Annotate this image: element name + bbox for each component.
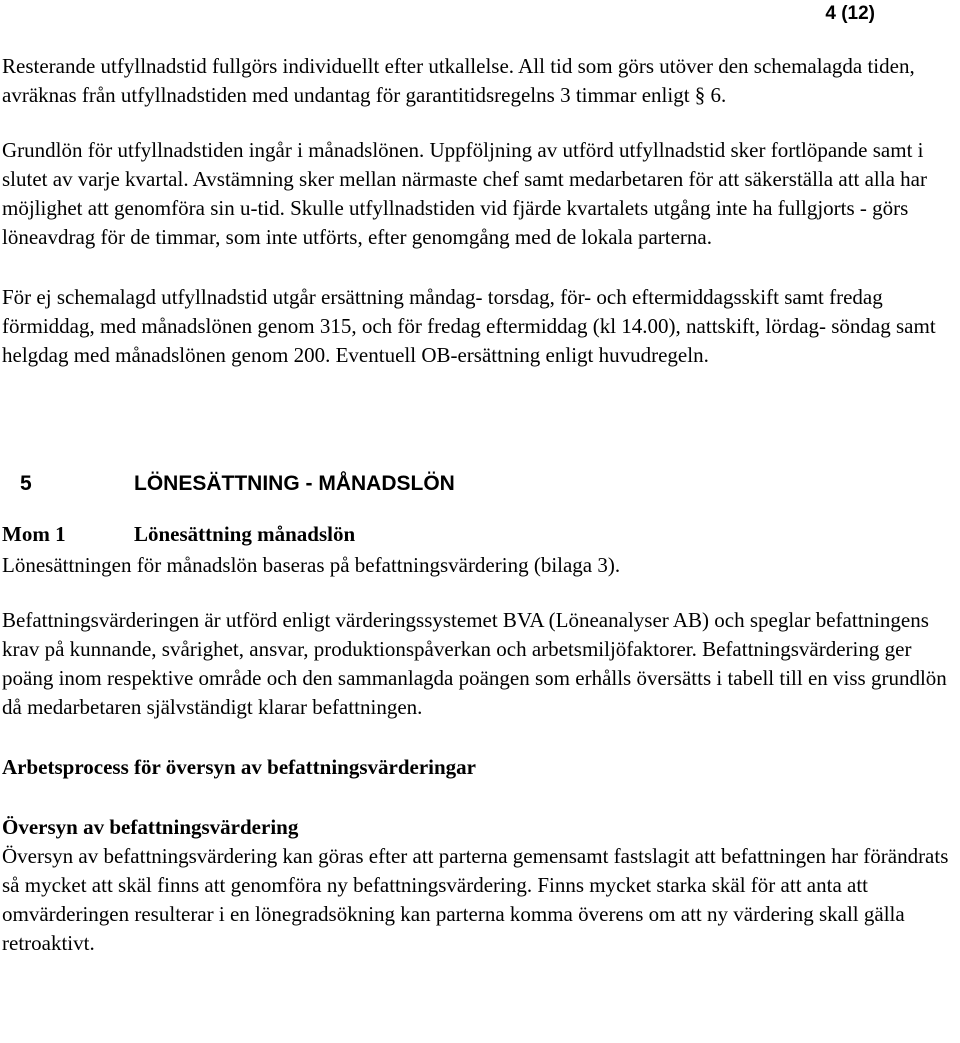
mom-title: Lönesättning månadslön [134, 522, 356, 546]
heading-arbetsprocess: Arbetsprocess för översyn av befattningsvärderingar [2, 755, 477, 779]
paragraph-oversyn: Översyn av befattningsvärdering kan göras efter att parterna gemensamt fastslagit att befattningen har förändrats så mycket att skäl finns att genomföra ny befattningsvärdering. Finns mycket starka skäl för att anta att omvärderingen resulterar i en lönegradsökning kan parterna komma överens om att ny värdering skall gälla retroaktivt. [2, 844, 949, 955]
mom-label: Mom 1 [2, 522, 66, 546]
mom-heading [2, 517, 957, 551]
page-number: 4 (12) [825, 3, 875, 24]
paragraph-utfyllnadstid: Resterande utfyllnadstid fullgörs individuellt efter utkallelse. All tid som görs utöver den schemalagda tiden, avräknas från utfyllnadstiden med undantag för garantitidsregelns 3 timmar enligt § 6. [2, 54, 915, 107]
paragraph-lonesattning: Lönesättningen för månadslön baseras på befattningsvärdering (bilaga 3). [2, 553, 621, 577]
section-heading [2, 466, 957, 502]
heading-oversyn: Översyn av befattningsvärdering [2, 815, 299, 839]
paragraph-ersattning: För ej schemalagd utfyllnadstid utgår ersättning måndag- torsdag, för- och eftermiddagsskift samt fredag förmiddag, med månadslönen genom 315, och för fredag eftermiddag (kl 14.00), nattskift, lördag- söndag samt helgdag med månadslönen genom 200. Eventuell OB-ersättning enligt huvudregeln. [2, 285, 936, 367]
paragraph-befattningsvardering: Befattningsvärderingen är utförd enligt värderingssystemet BVA (Löneanalyser AB) och speglar befattningens krav på kunnande, svårighet, ansvar, produktionspåverkan och arbetsmiljöfaktorer. Befattningsvärdering ger poäng inom respektive område och den sammanlagda poängen som erhålls översätts i tabell till en viss grundlön då medarbetaren självständigt klarar befattningen. [2, 608, 947, 719]
paragraph-grundlon: Grundlön för utfyllnadstiden ingår i månadslönen. Uppföljning av utförd utfyllnadstid sker fortlöpande samt i slutet av varje kvartal. Avstämning sker mellan närmaste chef samt medarbetaren för att säkerställa att alla har möjlighet att genomföra sin u-tid. Skulle utfyllnadstiden vid fjärde kvartalets utgång inte ha fullgjorts - görs löneavdrag för de timmar, som inte utförts, efter genomgång med de lokala parterna. [2, 138, 927, 249]
document-body [2, 52, 957, 958]
section-number: 5 [20, 472, 32, 495]
section-title: LÖNESÄTTNING - MÅNADSLÖN [134, 472, 455, 495]
